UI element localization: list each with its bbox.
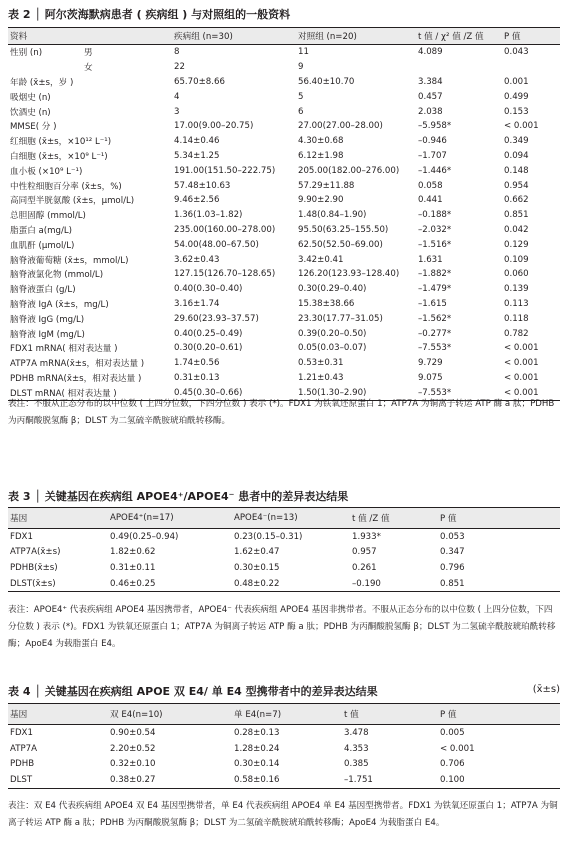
table-cell: –1.516* <box>418 239 452 250</box>
table-cell: 0.851 <box>438 576 560 592</box>
table-cell: 0.30±0.14 <box>234 759 280 770</box>
table-cell: 0.58±0.16 <box>232 772 342 788</box>
table-cell: 0.40(0.25–0.49) <box>174 328 243 339</box>
table-cell <box>416 60 502 75</box>
table-cell <box>8 60 82 75</box>
table-row <box>8 282 560 297</box>
table-cell <box>82 89 172 104</box>
table-cell: 0.28±0.13 <box>234 727 280 738</box>
table-cell: 0.129 <box>504 239 529 250</box>
table-cell: 吸烟史 (n) <box>10 92 51 103</box>
table-cell: 0.349 <box>504 136 529 147</box>
table-cell: 1.28±0.24 <box>234 743 280 754</box>
table2-caption: 表 2 │ 阿尔茨海默病患者 ( 疾病组 ) 与对照组的一般资料 <box>8 8 291 21</box>
table-cell: 0.40(0.30–0.40) <box>174 284 243 295</box>
table-cell: 0.31±0.13 <box>174 372 220 383</box>
table-cell: –5.958* <box>418 121 452 132</box>
table-cell: –1.707 <box>418 150 447 161</box>
table4-caption-title: 关键基因在疾病组 APOE 双 E4/ 单 E4 型携带者中的差异表达结果 <box>44 685 378 698</box>
table2-header-cell <box>82 28 172 45</box>
table-row <box>8 297 560 312</box>
table-cell: 191.00(151.50–222.75) <box>174 165 276 176</box>
table-cell: 男 <box>84 48 93 59</box>
table-cell: 0.499 <box>504 91 529 102</box>
table-cell: PDHB(x̄±s) <box>10 562 58 573</box>
table-cell: 总胆固醇 (mmol/L) <box>10 211 86 222</box>
table-row <box>8 163 560 178</box>
table4-header-cell: 双 E4(n=10) <box>108 704 232 725</box>
table-cell: 9 <box>298 62 304 73</box>
table-cell: 8 <box>174 47 180 58</box>
table-cell: 0.153 <box>504 106 529 117</box>
table-cell: FDX1 <box>10 531 33 542</box>
table-row <box>8 741 560 757</box>
table-cell: 1.36(1.03–1.82) <box>174 210 243 221</box>
table-row <box>8 267 560 282</box>
table-row <box>8 149 560 164</box>
table-cell: FDX1 mRNA( 相对表达量 ) <box>10 344 118 355</box>
table-cell: MMSE( 分 ) <box>10 122 57 133</box>
table-cell: –0.946 <box>418 136 447 147</box>
table-cell: 0.46±0.25 <box>108 576 232 592</box>
table-row <box>8 193 560 208</box>
table-cell: 红细胞 (x̄±s，×10¹² L⁻¹) <box>10 137 112 148</box>
table-cell: 95.50(63.25–155.50) <box>298 224 389 235</box>
table-cell: 4.089 <box>418 47 443 58</box>
table-cell: DLST mRNA( 相对表达量 ) <box>8 385 82 400</box>
table-cell <box>82 163 172 178</box>
table-row <box>8 45 560 60</box>
table-row <box>8 757 560 773</box>
table3-caption-title: 关键基因在疾病组 APOE4⁺/APOE4⁻ 患者中的差异表达结果 <box>44 490 349 503</box>
table-cell: 23.30(17.77–31.05) <box>298 313 383 324</box>
table-cell: –1.562* <box>418 313 452 324</box>
table-cell: 1.933* <box>352 531 381 542</box>
table-cell: 205.00(182.00–276.00) <box>298 165 400 176</box>
table-cell: 126.20(123.93–128.40) <box>298 269 400 280</box>
table-cell: 0.043 <box>504 47 529 58</box>
table4-caption-number: 表 4 <box>8 685 31 698</box>
table-cell: –2.032* <box>418 224 452 235</box>
table-cell: 0.347 <box>440 547 465 558</box>
table-row <box>8 311 560 326</box>
table-cell: 0.457 <box>418 91 443 102</box>
table-cell: 0.042 <box>504 224 529 235</box>
table-cell: 0.53±0.31 <box>298 358 344 369</box>
table-cell: 0.38±0.27 <box>108 772 232 788</box>
table4-note: 表注：双 E4 代表疾病组 APOE4 双 E4 基因型携带者，单 E4 代表疾病组 APOE4 单 E4 基因型携带者。FDX1 为铁氧还原蛋白 1；ATP7A 为铜离子转运 ATP 酶 a 肽；PDHB 为丙酮酸脱氢酶 β；DLST 为二氢硫辛酰胺琥珀酰转移酶；ApoE4 为载脂蛋白 E4。 <box>8 801 558 828</box>
table-cell: 0.49(0.25–0.94) <box>110 531 179 542</box>
table-row <box>8 237 560 252</box>
table-row <box>8 371 560 386</box>
table-cell: 0.32±0.10 <box>110 759 156 770</box>
table-cell: 0.796 <box>440 562 465 573</box>
table2-header-cell: 疾病组 (n=30) <box>172 28 296 45</box>
table2-header-cell: 资料 <box>8 28 82 45</box>
table-cell: 22 <box>174 62 185 73</box>
table2-caption-number: 表 2 <box>8 8 31 21</box>
table-cell <box>82 119 172 134</box>
table-cell: 0.060 <box>504 269 529 280</box>
table-row <box>8 223 560 238</box>
table-row <box>8 576 560 592</box>
table-row <box>8 60 560 75</box>
table-cell: < 0.001 <box>504 372 539 383</box>
table2-header-row <box>8 28 560 45</box>
table-cell: 0.45(0.30–0.66) <box>172 385 296 400</box>
table-cell: < 0.001 <box>504 121 539 132</box>
table3-header-cell: t 值 /Z 值 <box>350 508 438 529</box>
table-cell: PDHB mRNA(x̄±s，相对表达量 ) <box>10 373 142 384</box>
table2-header-cell: P 值 <box>502 28 560 45</box>
table-cell: 9.46±2.56 <box>174 195 220 206</box>
table-cell: 0.139 <box>504 284 529 295</box>
table-cell: 脑脊液 IgA (x̄±s，mg/L) <box>10 299 109 310</box>
table-cell: 0.094 <box>504 150 529 161</box>
table3-header-cell: 基因 <box>8 508 108 529</box>
table-cell: 0.005 <box>440 727 465 738</box>
table-cell: 29.60(23.93–37.57) <box>174 313 259 324</box>
table-cell: 0.113 <box>504 298 529 309</box>
table-cell: 0.30(0.29–0.40) <box>298 284 367 295</box>
table-row <box>8 252 560 267</box>
table-cell: 脑脊液蛋白 (g/L) <box>10 285 76 296</box>
table-cell: 6.12±1.98 <box>298 150 344 161</box>
table4-header-cell: P 值 <box>438 704 560 725</box>
table-cell: 3.384 <box>418 76 443 87</box>
table-cell: 1.82±0.62 <box>110 547 156 558</box>
table-cell: 5.34±1.25 <box>174 150 220 161</box>
table-cell: 57.48±10.63 <box>174 180 231 191</box>
table-cell: 0.662 <box>504 195 529 206</box>
table-cell: –0.188* <box>418 210 452 221</box>
table-cell: 0.782 <box>504 328 529 339</box>
table-cell: DLST <box>8 772 108 788</box>
table-cell: 脑脊液氯化物 (mmol/L) <box>10 270 104 281</box>
table-cell: 2.038 <box>418 106 443 117</box>
table-cell: 3.62±0.43 <box>174 254 220 265</box>
table-cell: PDHB <box>10 759 35 770</box>
table-cell: 0.001 <box>504 76 529 87</box>
table-cell: 高同型半胱氨酸 (x̄±s，μmol/L) <box>10 196 135 207</box>
table-cell: –1.751 <box>342 772 438 788</box>
table-cell: 0.148 <box>504 165 529 176</box>
table-row <box>8 134 560 149</box>
table-cell: –1.882* <box>418 269 452 280</box>
table-cell: –0.190 <box>350 576 438 592</box>
table-cell: < 0.001 <box>504 343 539 354</box>
table-cell <box>82 237 172 252</box>
table-cell: 27.00(27.00–28.00) <box>298 121 383 132</box>
table-cell: 17.00(9.00–20.75) <box>174 121 254 132</box>
table-row <box>8 725 560 741</box>
table-cell: DLST(x̄±s) <box>8 576 108 592</box>
table-cell: 0.957 <box>352 547 377 558</box>
table-cell <box>82 282 172 297</box>
table-cell: 2.20±0.52 <box>110 743 156 754</box>
table-cell <box>82 223 172 238</box>
table-cell: 0.30±0.15 <box>234 562 280 573</box>
table-cell: 女 <box>84 63 93 74</box>
table-cell: 9.729 <box>418 358 443 369</box>
table-row <box>8 772 560 788</box>
table-cell: 1.62±0.47 <box>234 547 280 558</box>
table-cell: 饮酒史 (n) <box>10 107 51 118</box>
table-cell: 57.29±11.88 <box>298 180 355 191</box>
table-cell: 年龄 (x̄±s，岁 ) <box>10 77 74 88</box>
table-cell: 脑脊液 IgG (mg/L) <box>10 314 85 325</box>
table-cell: 脑脊液葡萄糖 (x̄±s，mmol/L) <box>10 255 129 266</box>
table4-body <box>8 725 560 789</box>
table-cell: 性别 (n) <box>10 48 43 59</box>
table-cell: 4 <box>174 91 180 102</box>
table-row <box>8 341 560 356</box>
table4-header-cell: 基因 <box>8 704 108 725</box>
table2-body <box>8 45 560 401</box>
table-cell: 54.00(48.00–67.50) <box>174 239 259 250</box>
table-cell: 127.15(126.70–128.65) <box>174 269 276 280</box>
table-cell: 4.14±0.46 <box>174 136 220 147</box>
table-cell: 15.38±38.66 <box>298 298 355 309</box>
table-cell: 3 <box>174 106 180 117</box>
table2-header-cell: 对照组 (n=20) <box>296 28 416 45</box>
table-row <box>8 178 560 193</box>
table4-unit: (x̄±s) <box>532 684 560 695</box>
table-cell: 0.23(0.15–0.31) <box>234 531 303 542</box>
table-cell: 0.30(0.20–0.61) <box>174 343 243 354</box>
table-cell: 65.70±8.66 <box>174 76 225 87</box>
table-cell: 0.385 <box>344 759 369 770</box>
table-row <box>8 75 560 90</box>
table-cell: 4.353 <box>344 743 369 754</box>
table-cell: –7.553* <box>416 385 502 400</box>
table-cell: 0.109 <box>504 254 529 265</box>
table4-caption: 表 4 │ 关键基因在疾病组 APOE 双 E4/ 单 E4 型携带者中的差异表达结果 <box>8 685 378 698</box>
table-cell <box>82 104 172 119</box>
table-cell: 1.631 <box>418 254 443 265</box>
table3-header-row <box>8 508 560 529</box>
table-row <box>8 208 560 223</box>
table-cell: 235.00(160.00–278.00) <box>174 224 276 235</box>
table-cell: 1.21±0.43 <box>298 372 344 383</box>
table3 <box>8 507 560 592</box>
table-cell: 0.118 <box>504 313 529 324</box>
table-cell: 0.706 <box>440 759 465 770</box>
table-cell <box>82 208 172 223</box>
table-cell: 血小板 (×10⁹ L⁻¹) <box>10 166 83 177</box>
table-cell: < 0.001 <box>504 358 539 369</box>
table2-note: 表注：不服从正态分布的以中位数 ( 上四分位数，下四分位数 ) 表示 (*)。FDX1 为铁氧还原蛋白 1；ATP7A 为铜离子转运 ATP 酶 a 肽；PDHB 为丙酮酸脱氢酶 β；DLST 为二氢硫辛酰胺琥珀酰转移酶。 <box>8 399 555 426</box>
table-cell: 1.48(0.84–1.90) <box>298 210 367 221</box>
table-cell: 脑脊液 IgM (mg/L) <box>10 329 85 340</box>
table-cell: 0.31±0.11 <box>110 562 156 573</box>
table-cell: 0.053 <box>440 531 465 542</box>
table2-caption-title: 阿尔茨海默病患者 ( 疾病组 ) 与对照组的一般资料 <box>44 8 291 21</box>
table-cell: 血肌酐 (μmol/L) <box>10 240 75 251</box>
table-cell: 白细胞 (x̄±s，×10⁹ L⁻¹) <box>10 151 108 162</box>
table-cell: 0.90±0.54 <box>110 727 156 738</box>
table-cell: FDX1 <box>10 727 33 738</box>
table4-header-row <box>8 704 560 725</box>
table-cell: 6 <box>298 106 304 117</box>
table-cell: 脂蛋白 a(mg/L) <box>10 225 72 236</box>
table-cell: 0.48±0.22 <box>232 576 350 592</box>
table-cell: < 0.001 <box>440 743 475 754</box>
table-cell: ATP7A mRNA(x̄±s，相对表达量 ) <box>10 359 145 370</box>
table3-body <box>8 529 560 592</box>
table-cell: 9.90±2.90 <box>298 195 344 206</box>
table3-header-cell: APOE4⁻(n=13) <box>232 508 350 529</box>
table-row <box>8 326 560 341</box>
table-row <box>8 545 560 561</box>
table-cell: ATP7A(x̄±s) <box>10 547 61 558</box>
table-cell: < 0.001 <box>502 385 560 400</box>
table-cell: –1.446* <box>418 165 452 176</box>
table-cell: 0.05(0.03–0.07) <box>298 343 367 354</box>
table-row <box>8 104 560 119</box>
table-cell: 3.16±1.74 <box>174 298 220 309</box>
table-cell <box>82 311 172 326</box>
table-cell: 3.478 <box>344 727 369 738</box>
table-cell: 0.954 <box>504 180 529 191</box>
table-cell: 62.50(52.50–69.00) <box>298 239 383 250</box>
table2 <box>8 27 560 401</box>
table3-header-cell: P 值 <box>438 508 560 529</box>
table-row <box>8 529 560 545</box>
table-cell: –1.479* <box>418 284 452 295</box>
table4 <box>8 703 560 789</box>
table-row <box>8 89 560 104</box>
table3-caption-number: 表 3 <box>8 490 31 503</box>
table-cell: 0.058 <box>418 180 443 191</box>
table2-header-cell: t 值 / χ² 值 /Z 值 <box>416 28 502 45</box>
table-cell: 1.50(1.30–2.90) <box>296 385 416 400</box>
table3-note: 表注：APOE4⁺ 代表疾病组 APOE4 基因携带者，APOE4⁻ 代表疾病组 APOE4 基因非携带者。不服从正态分布的以中位数 ( 上四分位数，下四分位数 ) 表示 (*)。FDX1 为铁氧还原蛋白 1；ATP7A 为铜离子转运 ATP 酶 a 肽；PDHB 为丙酮酸脱氢酶 β；DLST 为二氢硫辛酰胺琥珀酰转移酶；ApoE4 为载脂蛋白 E4。 <box>8 605 556 649</box>
table-cell: 56.40±10.70 <box>298 76 355 87</box>
table3-caption: 表 3 │ 关键基因在疾病组 APOE4⁺/APOE4⁻ 患者中的差异表达结果 <box>8 490 349 503</box>
table-cell: 3.42±0.41 <box>298 254 344 265</box>
table-cell: 9.075 <box>418 372 443 383</box>
table-cell: –1.615 <box>418 298 447 309</box>
table-cell: 1.74±0.56 <box>174 358 220 369</box>
table-cell: 0.261 <box>352 562 377 573</box>
table4-header-cell: t 值 <box>342 704 438 725</box>
table-cell: 0.851 <box>504 210 529 221</box>
table-cell <box>502 60 560 75</box>
table-cell <box>82 326 172 341</box>
table3-header-cell: APOE4⁺(n=17) <box>108 508 232 529</box>
table-cell: 中性粒细胞百分率 (x̄±s，%) <box>10 181 122 192</box>
table-cell: –7.553* <box>418 343 452 354</box>
table-cell: ATP7A <box>10 743 37 754</box>
table-cell: 11 <box>298 47 309 58</box>
table-cell: 0.100 <box>438 772 560 788</box>
table-cell: 4.30±0.68 <box>298 136 344 147</box>
table-cell: –0.277* <box>418 328 452 339</box>
table-row <box>8 560 560 576</box>
table4-header-cell: 单 E4(n=7) <box>232 704 342 725</box>
table-cell: 0.39(0.20–0.50) <box>298 328 367 339</box>
table-cell <box>82 75 172 90</box>
table-cell: 5 <box>298 91 304 102</box>
table-row <box>8 356 560 371</box>
table-row <box>8 119 560 134</box>
table-cell: 0.441 <box>418 195 443 206</box>
